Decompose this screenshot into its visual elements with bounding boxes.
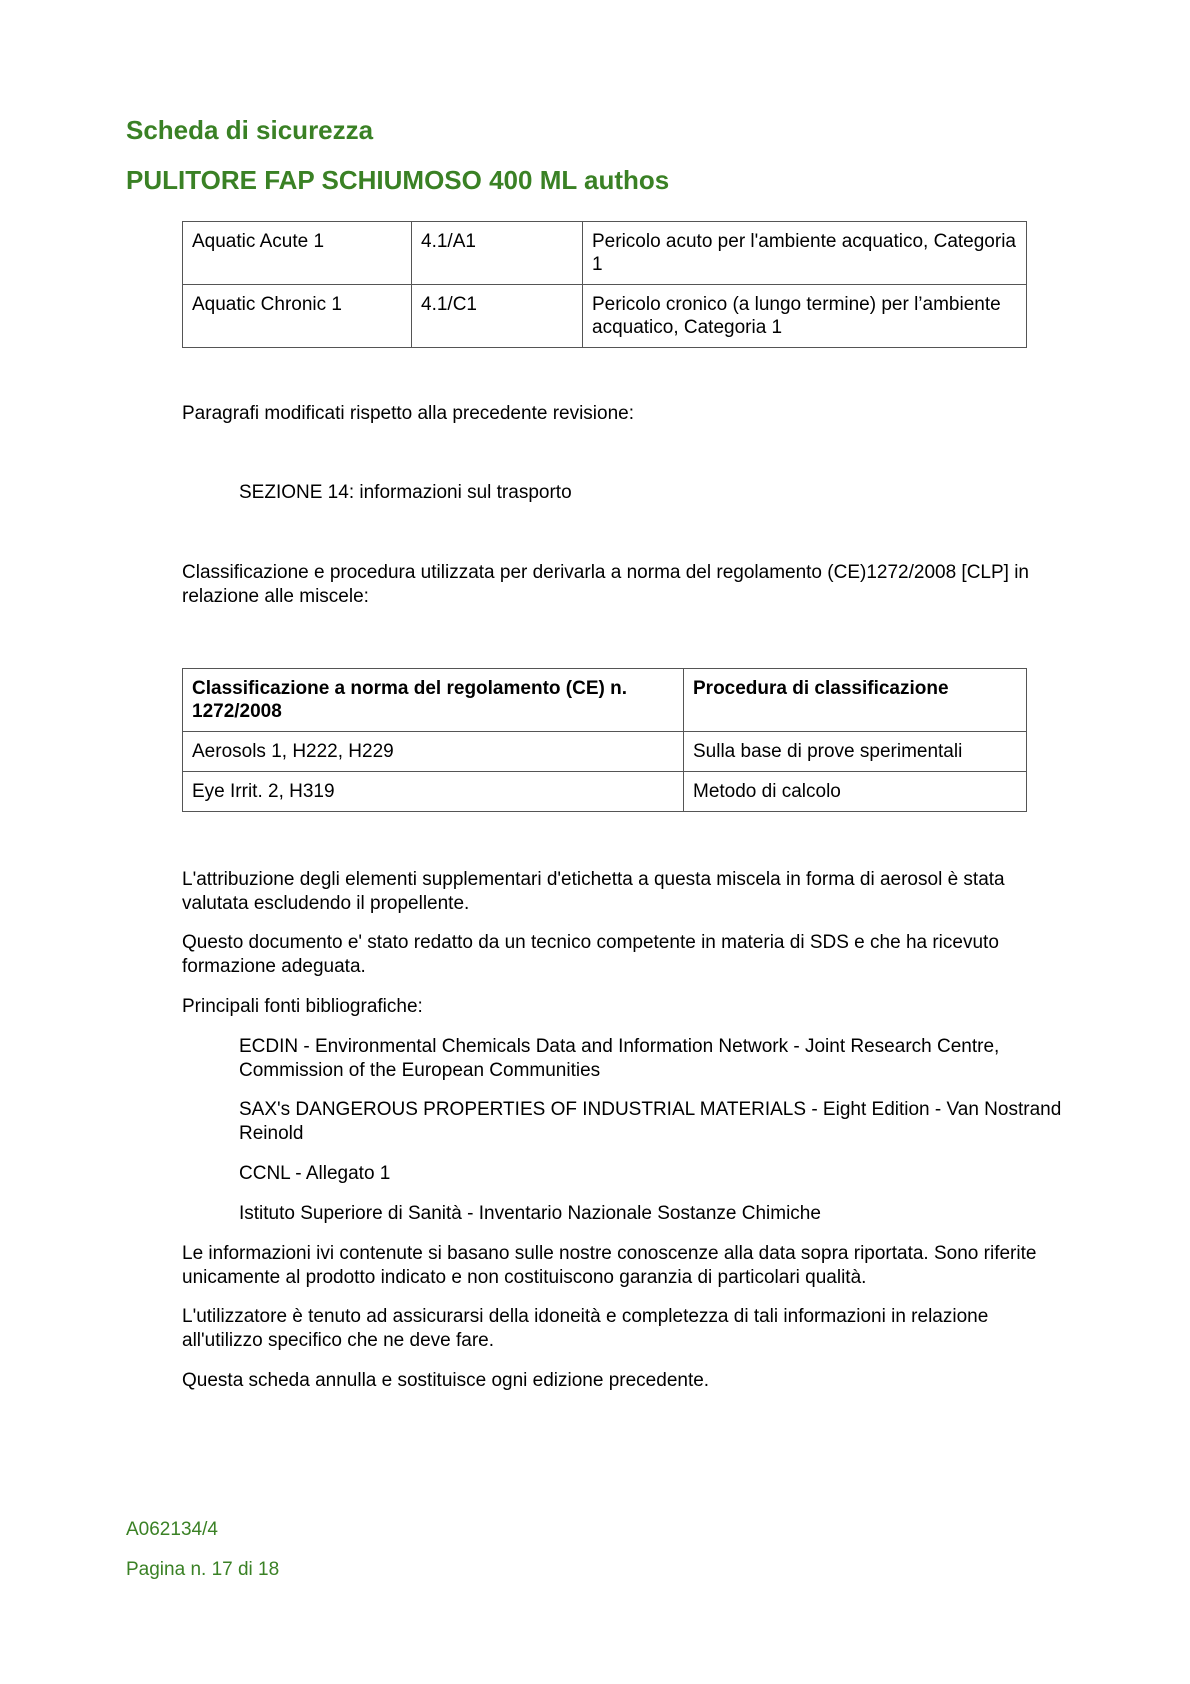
- classification-cell: Eye Irrit. 2, H319: [183, 772, 684, 812]
- column-header-procedure: Procedura di classificazione: [684, 669, 1027, 732]
- hazard-description-cell: Pericolo acuto per l'ambiente acquatico, Categoria 1: [583, 222, 1027, 285]
- table-row: [183, 732, 1027, 772]
- table-row: [183, 772, 1027, 812]
- page-number: Pagina n. 17 di 18: [126, 1559, 280, 1580]
- classification-intro: Classificazione e procedura utilizzata per derivarla a norma del regolamento (CE)1272/2008 [CLP] in relazione alle miscele:: [182, 562, 1030, 607]
- sources-intro: Principali fonti bibliografiche:: [182, 996, 423, 1017]
- user-responsibility-note: L'utilizzatore è tenuto ad assicurarsi della idoneità e completezza di tali informazioni in relazione all'utilizzo specifico che ne deve fare.: [182, 1306, 989, 1351]
- procedure-cell: Sulla base di prove sperimentali: [684, 732, 1027, 772]
- document-code: A062134/4: [126, 1519, 218, 1540]
- procedure-cell: Metodo di calcolo: [684, 772, 1027, 812]
- source-item: Istituto Superiore di Sanità - Inventario Nazionale Sostanze Chimiche: [239, 1203, 821, 1224]
- classification-table: [182, 668, 1027, 812]
- hazard-code-cell: 4.1/C1: [412, 285, 583, 348]
- table-header-row: [183, 669, 1027, 732]
- table-row: [183, 222, 1027, 285]
- column-header-classification: Classificazione a norma del regolamento (CE) n. 1272/2008: [183, 669, 684, 732]
- hazard-description-cell: Pericolo cronico (a lungo termine) per l’ambiente acquatico, Categoria 1: [583, 285, 1027, 348]
- product-name-title: PULITORE FAP SCHIUMOSO 400 ML authos: [126, 165, 670, 195]
- hazard-class-cell: Aquatic Acute 1: [183, 222, 412, 285]
- hazard-code-cell: 4.1/A1: [412, 222, 583, 285]
- table-row: [183, 285, 1027, 348]
- disclaimer: Le informazioni ivi contenute si basano sulle nostre conoscenze alla data sopra riportata. Sono riferite unicamente al prodotto indicato e non costituiscono garanzia di particolari qualità.: [182, 1243, 1037, 1288]
- author-note: Questo documento e' stato redatto da un tecnico competente in materia di SDS e che ha ricevuto formazione adeguata.: [182, 932, 999, 977]
- supersedes-note: Questa scheda annulla e sostituisce ogni edizione precedente.: [182, 1370, 710, 1391]
- hazard-classes-table: [182, 221, 1027, 348]
- classification-cell: Aerosols 1, H222, H229: [183, 732, 684, 772]
- modified-sections-intro: Paragrafi modificati rispetto alla precedente revisione:: [182, 403, 635, 424]
- source-item: CCNL - Allegato 1: [239, 1163, 391, 1184]
- modified-section-item: SEZIONE 14: informazioni sul trasporto: [239, 482, 572, 503]
- source-item: SAX's DANGEROUS PROPERTIES OF INDUSTRIAL MATERIALS - Eight Edition - Van Nostrand Reinold: [239, 1099, 1062, 1144]
- document-type-title: Scheda di sicurezza: [126, 115, 374, 145]
- source-item: ECDIN - Environmental Chemicals Data and Information Network - Joint Research Centre, Commission of the European Communities: [239, 1036, 1000, 1081]
- aerosol-note: L'attribuzione degli elementi supplementari d'etichetta a questa miscela in forma di aerosol è stata valutata escludendo il propellente.: [182, 869, 1005, 914]
- hazard-class-cell: Aquatic Chronic 1: [183, 285, 412, 348]
